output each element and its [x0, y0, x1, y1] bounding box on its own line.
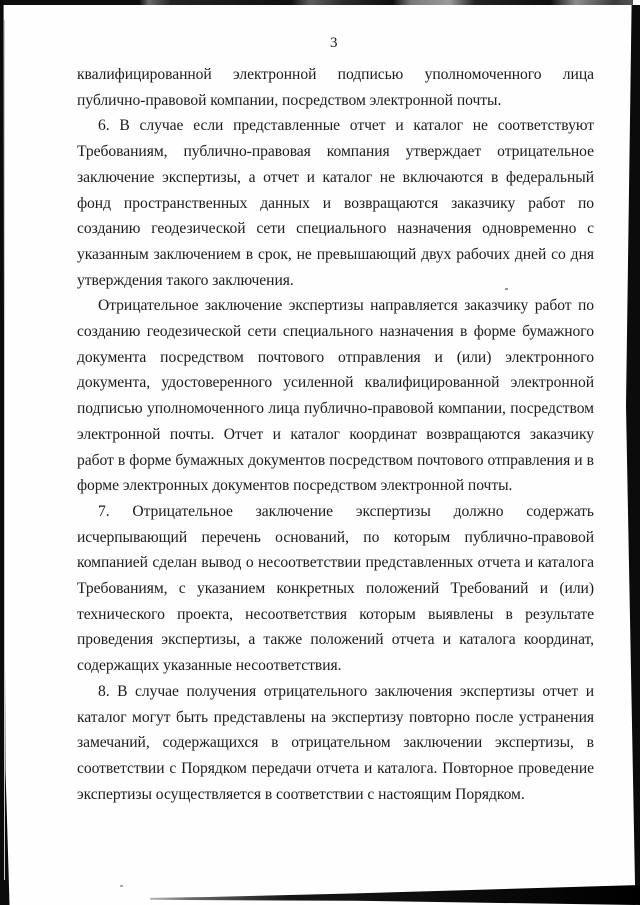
scan-edge-bottom	[150, 884, 640, 905]
scan-edge-left	[0, 0, 10, 905]
page-number: 3	[330, 35, 338, 51]
scan-edge-right	[620, 5, 640, 895]
paragraph-negative-conclusion-delivery: Отрицательное заключение экспертизы направляется заказчику работ по созданию геодезической сети специального назначения в форме бумажного документа посредством почтового отправления и (или) электронного документа, удостоверенного усиленной квалифицированной электронной подписью уполномоченного лица публично-правовой компании, посредством электронной почты. Отчет и каталог координат возвращаются заказчику работ в форме бумажных документов посредством почтового отправления и в форме электронных документов посредством электронной почты.	[77, 297, 594, 495]
scan-hairline-left	[4, 20, 5, 880]
paragraph-item-7: 7. Отрицательное заключение экспертизы должно содержать исчерпывающий перечень оснований, по которым публично-правовой компанией сделан вывод о несоответствии представленных отчета и каталога Требованиям, с указанием конкретных положений Требований и (или) технического проекта, несоответствия которым выявлены в результате проведения экспертизы, а также положений отчета и каталога координат, содержащих указанные несоответствия.	[77, 502, 594, 675]
paragraph-item-6: 6. В случае если представленные отчет и каталог не соответствуют Требованиям, публично-правовая компания утверждает отрицательное заключение экспертизы, а отчет и каталог не включаются в федеральный фонд пространственных данных и возвращаются заказчику работ по созданию геодезической сети специального назначения одновременно с указанным заключением в срок, не превышающий двух рабочих дней со дня утверждения такого заключения.	[77, 117, 594, 289]
scan-speck	[120, 885, 123, 887]
paragraph-continuation: квалифицированной электронной подписью уполномоченного лица публично-правовой компании, посредством электронной почты.	[77, 66, 594, 109]
scan-edge-top	[0, 0, 633, 5]
document-body	[77, 62, 594, 807]
paragraph-item-8: 8. В случае получения отрицательного заключения экспертизы отчет и каталог могут быть представлены на экспертизу повторно после устранения замечаний, содержащихся в отрицательном заключении экспертизы, в соответствии с Порядком передачи отчета и каталога. Повторное проведение экспертизы осуществляется в соответствии с настоящим Порядком.	[77, 682, 594, 803]
